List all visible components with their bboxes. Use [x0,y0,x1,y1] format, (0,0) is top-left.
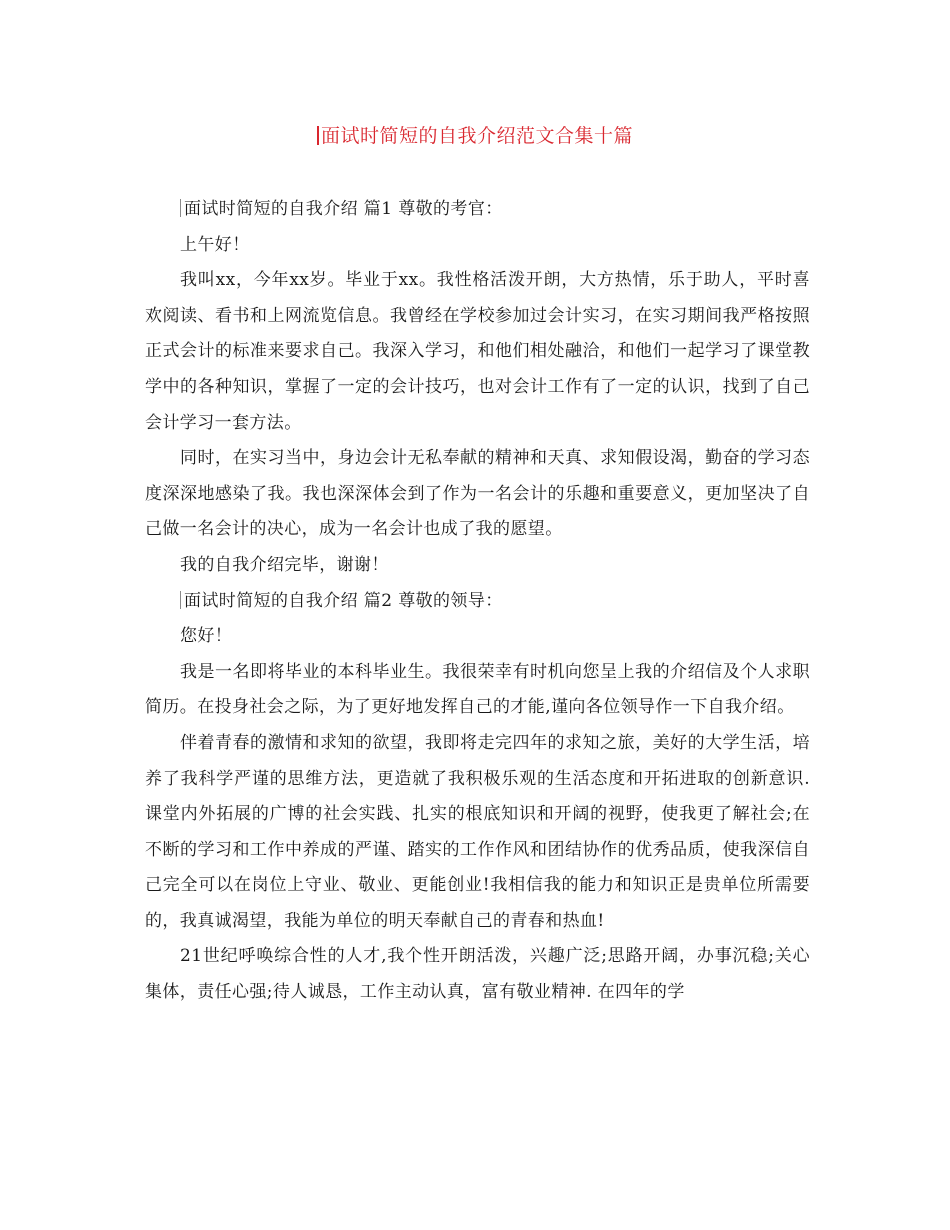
paragraph: 21世纪呼唤综合性的人才,我个性开朗活泼，兴趣广泛;思路开阔，办事沉稳;关心集体，责任心强;待人诚恳，工作主动认真，富有敬业精神. 在四年的学 [145,946,810,1003]
section-marker [180,591,181,609]
paragraph-section-heading [145,584,810,620]
paragraph: 我是一名即将毕业的本科毕业生。我很荣幸有时机向您呈上我的介绍信及个人求职简历。在投身社会之际，为了更好地发挥自己的才能,谨向各位领导作一下自我介绍。 [145,661,810,718]
paragraph: 我叫xx，今年xx岁。毕业于xx。我性格活泼开朗，大方热情，乐于助人，平时喜欢阅读、看书和上网流览信息。我曾经在学校参加过会计实习，在实习期间我严格按照正式会计的标准来要求自己。我深入学习，和他们相处融洽，和他们一起学习了课堂教学中的各种知识，掌握了一定的会计技巧，也对会计工作有了一定的认识，找到了自己会计学习一套方法。 [145,270,810,433]
document-title [0,122,950,150]
paragraph: 伴着青春的激情和求知的欲望，我即将走完四年的求知之旅，美好的大学生活，培养了我科学严谨的思维方法，更造就了我积极乐观的生活态度和开拓进取的创新意识.课堂内外拓展的广博的社会实践、扎实的根底知识和开阔的视野，使我更了解社会;在不断的学习和工作中养成的严谨、踏实的工作作风和团结协作的优秀品质，使我深信自己完全可以在岗位上守业、敬业、更能创业!我相信我的能力和知识正是贵单位所需要的，我真诚渴望，我能为单位的明天奉献自己的青春和热血! [145,732,810,931]
title-marker [317,126,319,145]
paragraph-text: 面试时简短的自我介绍 篇1 尊敬的考官： [184,199,503,219]
paragraph: 同时，在实习当中，身边会计无私奉献的精神和天真、求知假设渴，勤奋的学习态度深深地感染了我。我也深深体会到了作为一名会计的乐趣和重要意义，更加坚决了自己做一名会计的决心，成为一名会计也成了我的愿望。 [145,448,810,540]
document-body [145,192,810,1011]
paragraph: 我的自我介绍完毕，谢谢！ [180,554,389,575]
document-title-text: 面试时简短的自我介绍范文合集十篇 [320,125,633,147]
section-marker [180,199,181,217]
paragraph-text: 面试时简短的自我介绍 篇2 尊敬的领导： [184,590,503,611]
paragraph: 上午好！ [180,234,250,255]
paragraph-section-heading [145,192,810,228]
paragraph: 您好！ [180,626,233,647]
